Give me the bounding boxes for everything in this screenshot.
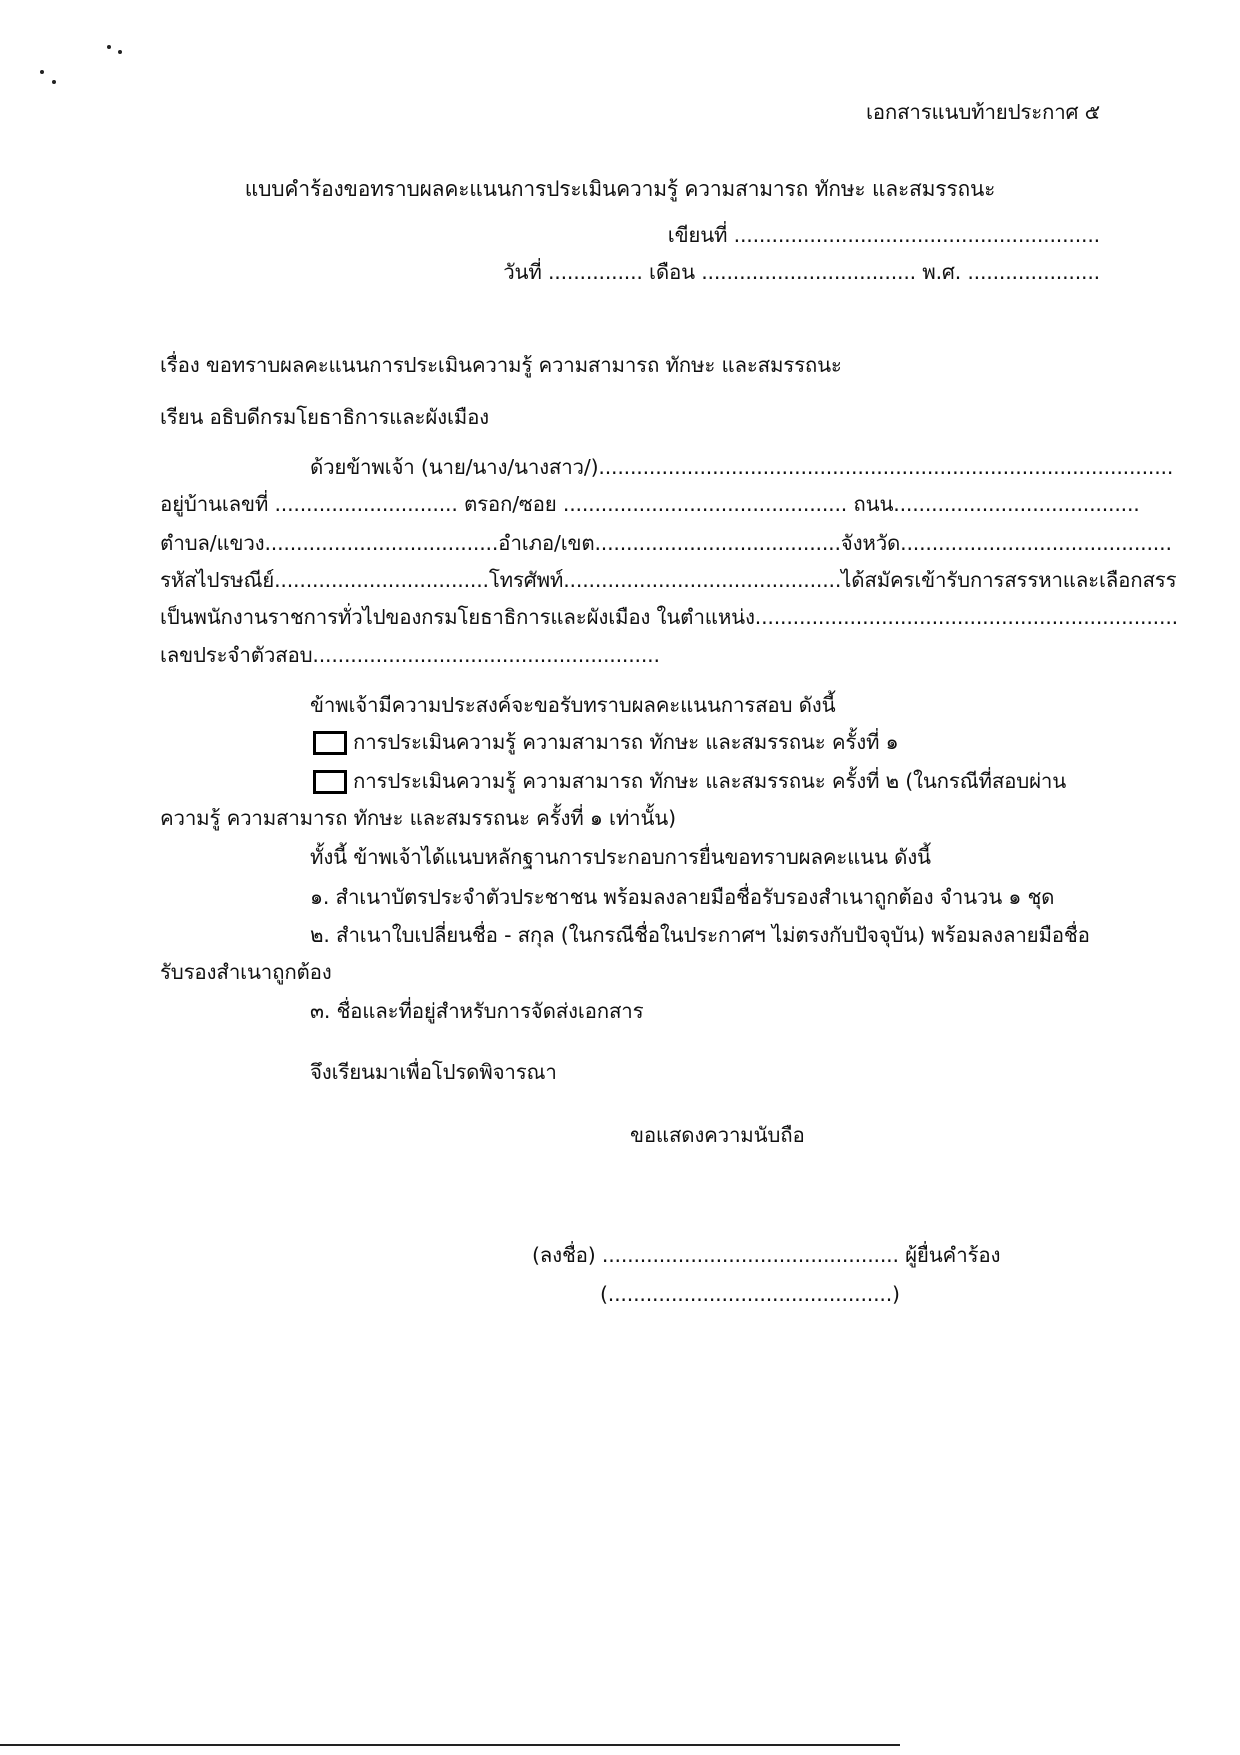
written-at-field[interactable]: เขียนที่ ..........................................................	[667, 223, 1100, 247]
exam-id-field[interactable]: เลขประจำตัวสอบ.......................................................	[160, 643, 660, 667]
wish-line: ข้าพเจ้ามีความประสงค์จะขอรับทราบผลคะแนนการสอบ ดังนี้	[310, 693, 836, 717]
regards-line: ขอแสดงความนับถือ	[630, 1123, 805, 1147]
postcode-phone-field[interactable]: รหัสไปรษณีย์..................................โทรศัพท์............................................ได้สมัครเข้ารับการสรรหาและเลือกสรร	[160, 568, 1177, 592]
option-round-1[interactable]	[313, 727, 898, 757]
attachment-item-continuation: รับรองสำเนาถูกต้อง	[160, 960, 332, 984]
attachment-item: ๑. สำเนาบัตรประจำตัวประชาชน พร้อมลงลายมือชื่อรับรองสำเนาถูกต้อง จำนวน ๑ ชุด	[310, 885, 1055, 909]
recipient-line: เรียน อธิบดีกรมโยธาธิการและผังเมือง	[160, 405, 489, 429]
applicant-name-field[interactable]: ด้วยข้าพเจ้า (นาย/นาง/นางสาว/)...........................................................................................	[310, 455, 1174, 479]
scan-speck	[52, 80, 56, 84]
option-round-2[interactable]	[313, 766, 1066, 796]
checkbox-round-1[interactable]	[313, 731, 347, 755]
closing-line: จึงเรียนมาเพื่อโปรดพิจารณา	[310, 1060, 557, 1084]
attachments-intro: ทั้งนี้ ข้าพเจ้าได้แนบหลักฐานการประกอบการยื่นขอทราบผลคะแนน ดังนี้	[310, 845, 931, 869]
option-round-2-continuation: ความรู้ ความสามารถ ทักษะ และสมรรถนะ ครั้งที่ ๑ เท่านั้น)	[160, 806, 676, 830]
annex-label: เอกสารแนบท้ายประกาศ ๕	[865, 100, 1100, 124]
option-round-1-label: การประเมินความรู้ ความสามารถ ทักษะ และสมรรถนะ ครั้งที่ ๑	[353, 730, 899, 754]
district-field[interactable]: ตำบล/แขวง.....................................อำเภอ/เขต.......................................จังหวัด...........................................	[160, 531, 1172, 555]
form-title: แบบคำร้องขอทราบผลคะแนนการประเมินความรู้ ความสามารถ ทักษะ และสมรรถนะ	[244, 177, 996, 201]
scan-edge-line	[0, 1744, 900, 1746]
printed-name-field[interactable]: (.............................................)	[600, 1282, 900, 1306]
position-field[interactable]: เป็นพนักงานราชการทั่วไปของกรมโยธาธิการและผังเมือง ในตำแหน่ง...................................................................	[160, 605, 1178, 629]
date-field[interactable]: วันที่ ............... เดือน .................................. พ.ศ. .....................	[503, 260, 1100, 284]
address-field[interactable]: อยู่บ้านเลขที่ ............................. ตรอก/ซอย ............................................. ถนน.......................................	[160, 492, 1140, 516]
checkbox-round-2[interactable]	[313, 770, 347, 794]
scan-speck	[118, 50, 122, 54]
scan-speck	[107, 45, 111, 49]
attachment-item: ๓. ชื่อและที่อยู่สำหรับการจัดส่งเอกสาร	[310, 999, 644, 1023]
attachment-item: ๒. สำเนาใบเปลี่ยนชื่อ - สกุล (ในกรณีชื่อในประกาศฯ ไม่ตรงกับปัจจุบัน) พร้อมลงลายมือชื่อ	[310, 923, 1090, 947]
scan-speck	[40, 70, 44, 74]
option-round-2-label: การประเมินความรู้ ความสามารถ ทักษะ และสมรรถนะ ครั้งที่ ๒ (ในกรณีที่สอบผ่าน	[353, 769, 1067, 793]
subject-line: เรื่อง ขอทราบผลคะแนนการประเมินความรู้ ความสามารถ ทักษะ และสมรรถนะ	[160, 353, 842, 377]
signature-field[interactable]: (ลงชื่อ) ............................................... ผู้ยื่นคำร้อง	[532, 1243, 1001, 1267]
